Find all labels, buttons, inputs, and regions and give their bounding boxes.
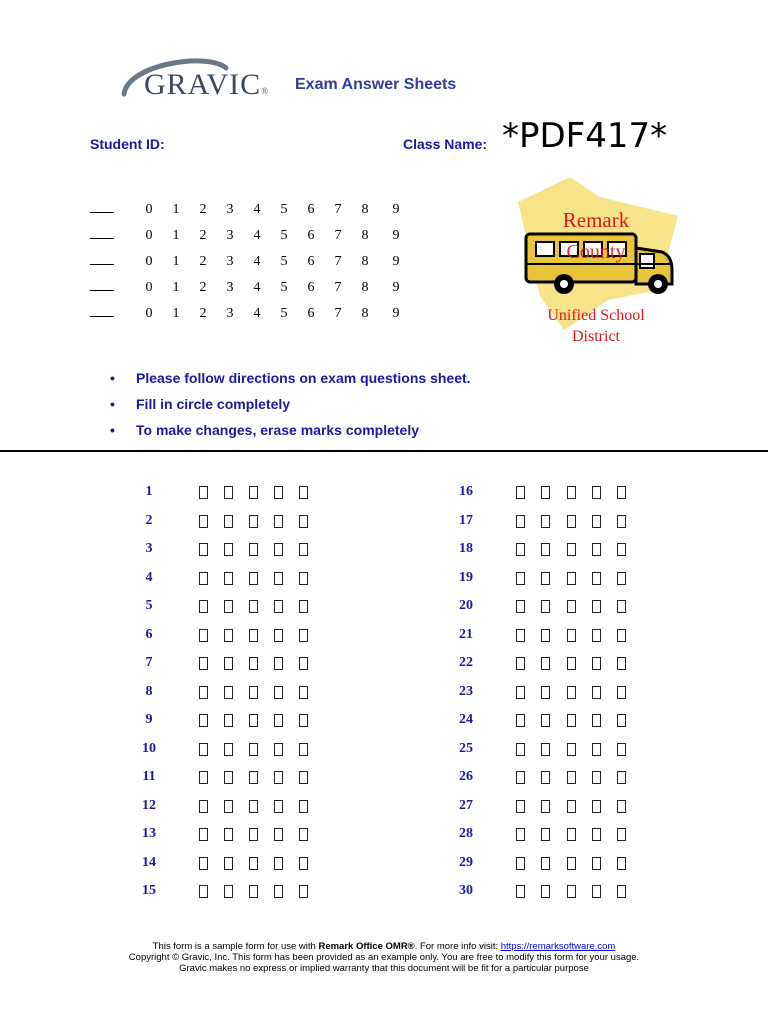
student-id-row (90, 228, 420, 250)
answer-bubble[interactable] (516, 800, 525, 813)
answer-bubble[interactable] (567, 771, 576, 784)
answer-bubble[interactable] (299, 743, 308, 756)
id-digit-option[interactable]: 0 (145, 280, 153, 295)
id-digit-option[interactable]: 8 (361, 280, 369, 295)
school-name-line4: District (572, 328, 620, 345)
id-digit-option[interactable]: 7 (334, 202, 342, 217)
answer-bubble[interactable] (199, 515, 208, 528)
answer-bubble[interactable] (274, 714, 283, 727)
answer-bubble[interactable] (299, 543, 308, 556)
answer-bubble[interactable] (516, 743, 525, 756)
school-name-line1: Remark (562, 208, 630, 232)
answer-bubble[interactable] (199, 486, 208, 499)
id-digit-option[interactable]: 8 (361, 254, 369, 269)
answer-bubble[interactable] (224, 714, 233, 727)
answer-bubble[interactable] (567, 686, 576, 699)
answer-bubble[interactable] (249, 885, 258, 898)
answer-bubble[interactable] (617, 629, 626, 642)
answer-bubble[interactable] (516, 857, 525, 870)
question-number: 11 (142, 769, 156, 784)
question-number: 21 (459, 626, 473, 642)
answer-bubble[interactable] (617, 885, 626, 898)
id-digit-option[interactable]: 6 (307, 254, 315, 269)
id-digit-option[interactable]: 2 (199, 306, 207, 321)
id-digit-option[interactable]: 2 (199, 254, 207, 269)
id-digit-blank[interactable] (90, 264, 114, 265)
answer-bubble[interactable] (592, 857, 601, 870)
answer-bubble[interactable] (224, 885, 233, 898)
answer-bubble[interactable] (224, 572, 233, 585)
question-number: 6 (145, 626, 153, 642)
answer-bubble[interactable] (617, 657, 626, 670)
answer-bubble[interactable] (567, 885, 576, 898)
answer-bubble[interactable] (516, 686, 525, 699)
answer-bubble[interactable] (516, 486, 525, 499)
student-id-row (90, 280, 420, 302)
product-name: Remark Office OMR® (318, 941, 415, 952)
footer-line3: Gravic makes no express or implied warranty that this document will be fit for a particular purpose (179, 963, 589, 974)
answer-bubble[interactable] (617, 686, 626, 699)
answer-bubble[interactable] (199, 800, 208, 813)
id-digit-blank[interactable] (90, 212, 114, 213)
id-digit-option[interactable]: 9 (392, 254, 400, 269)
answer-bubble[interactable] (516, 600, 525, 613)
answer-bubble[interactable] (541, 686, 550, 699)
id-digit-option[interactable]: 4 (253, 228, 261, 243)
id-digit-option[interactable]: 0 (145, 254, 153, 269)
id-digit-option[interactable]: 6 (307, 280, 315, 295)
id-digit-option[interactable]: 2 (199, 280, 207, 295)
answer-bubble[interactable] (224, 515, 233, 528)
question-number: 5 (145, 598, 153, 613)
answer-bubble[interactable] (274, 629, 283, 642)
answer-bubble[interactable] (541, 572, 550, 585)
answer-bubble[interactable] (299, 857, 308, 870)
question-number: 26 (459, 769, 473, 784)
question-number: 7 (145, 655, 153, 670)
id-digit-blank[interactable] (90, 290, 114, 291)
answer-bubble[interactable] (224, 543, 233, 556)
id-digit-option[interactable]: 8 (361, 306, 369, 321)
student-id-row (90, 202, 420, 224)
answer-bubble[interactable] (224, 771, 233, 784)
id-digit-option[interactable]: 0 (145, 306, 153, 321)
id-digit-option[interactable]: 2 (199, 228, 207, 243)
question-number: 9 (145, 712, 153, 727)
answer-bubble[interactable] (617, 800, 626, 813)
id-digit-option[interactable]: 7 (334, 228, 342, 243)
answer-bubble[interactable] (617, 857, 626, 870)
footer-text: This form is a sample form for use with (152, 941, 319, 952)
answer-bubble[interactable] (592, 885, 601, 898)
divider-line (0, 450, 768, 452)
answer-bubble[interactable] (516, 771, 525, 784)
answer-bubble[interactable] (199, 686, 208, 699)
answer-bubble[interactable] (541, 771, 550, 784)
question-number: 20 (459, 598, 473, 613)
answer-bubble[interactable] (249, 572, 258, 585)
id-digit-option[interactable]: 1 (172, 254, 180, 269)
bullet-icon: • (110, 370, 115, 386)
id-digit-option[interactable]: 9 (392, 280, 400, 295)
answer-bubble[interactable] (516, 543, 525, 556)
id-digit-option[interactable]: 7 (334, 280, 342, 295)
question-number: 14 (142, 854, 156, 870)
student-id-row (90, 254, 420, 276)
id-digit-option[interactable]: 3 (226, 228, 234, 243)
answer-bubble[interactable] (617, 600, 626, 613)
id-digit-option[interactable]: 8 (361, 228, 369, 243)
answer-bubble[interactable] (249, 486, 258, 499)
answer-bubble[interactable] (299, 657, 308, 670)
footer-text: . For more info visit: (414, 941, 501, 952)
answer-bubble[interactable] (199, 771, 208, 784)
answer-bubble[interactable] (299, 800, 308, 813)
question-number: 18 (459, 541, 473, 556)
answer-bubble[interactable] (299, 714, 308, 727)
answer-bubble[interactable] (249, 857, 258, 870)
answer-bubble[interactable] (592, 629, 601, 642)
question-number: 17 (459, 512, 473, 528)
answer-bubble[interactable] (224, 743, 233, 756)
answer-bubble[interactable] (592, 771, 601, 784)
answer-bubble[interactable] (274, 828, 283, 841)
id-digit-option[interactable]: 6 (307, 228, 315, 243)
question-number: 30 (459, 883, 473, 898)
answer-bubble[interactable] (592, 572, 601, 585)
answer-bubble[interactable] (592, 600, 601, 613)
id-digit-option[interactable]: 0 (145, 202, 153, 217)
answer-bubble[interactable] (617, 771, 626, 784)
answer-bubble[interactable] (567, 714, 576, 727)
id-digit-option[interactable]: 5 (280, 306, 288, 321)
answer-bubble[interactable] (224, 800, 233, 813)
answer-bubble[interactable] (592, 828, 601, 841)
question-number: 1 (145, 484, 153, 499)
id-digit-option[interactable]: 9 (392, 202, 400, 217)
question-number: 8 (145, 683, 153, 699)
question-number: 10 (142, 740, 156, 756)
id-digit-option[interactable]: 3 (226, 280, 234, 295)
answer-bubble[interactable] (567, 600, 576, 613)
answer-bubble[interactable] (516, 572, 525, 585)
student-id-label: Student ID: (90, 136, 165, 152)
answer-bubble[interactable] (567, 629, 576, 642)
answer-bubble[interactable] (249, 686, 258, 699)
answer-bubble[interactable] (224, 629, 233, 642)
answer-bubble[interactable] (299, 828, 308, 841)
answer-bubble[interactable] (592, 686, 601, 699)
question-number: 28 (459, 826, 473, 841)
answer-bubble[interactable] (199, 885, 208, 898)
footer-line2: Copyright © Gravic, Inc. This form has been provided as an example only. You are free to modify this form for your usage. (128, 952, 640, 963)
id-digit-option[interactable]: 1 (172, 280, 180, 295)
id-digit-option[interactable]: 9 (392, 228, 400, 243)
answer-bubble[interactable] (592, 800, 601, 813)
footer (0, 941, 768, 974)
question-number: 12 (142, 797, 156, 813)
question-number: 22 (459, 655, 473, 670)
answer-bubble[interactable] (274, 771, 283, 784)
question-number: 4 (145, 569, 153, 585)
answer-bubble[interactable] (617, 515, 626, 528)
logo-mark: ® (261, 86, 269, 96)
answer-bubble[interactable] (592, 714, 601, 727)
answer-bubble[interactable] (249, 828, 258, 841)
answer-bubble[interactable] (274, 743, 283, 756)
gravic-logo (144, 68, 269, 102)
answer-bubble[interactable] (274, 543, 283, 556)
bullet-icon: • (110, 422, 115, 438)
answer-bubble[interactable] (516, 629, 525, 642)
id-digit-option[interactable]: 2 (199, 202, 207, 217)
question-number: 2 (145, 512, 153, 528)
answer-bubble[interactable] (592, 657, 601, 670)
answer-bubble[interactable] (274, 657, 283, 670)
question-number: 27 (459, 797, 473, 813)
answer-bubble[interactable] (224, 857, 233, 870)
answer-bubble[interactable] (274, 600, 283, 613)
answer-bubble[interactable] (592, 743, 601, 756)
answer-bubble[interactable] (516, 714, 525, 727)
answer-bubble[interactable] (299, 686, 308, 699)
answer-bubble[interactable] (274, 686, 283, 699)
answer-bubble[interactable] (249, 800, 258, 813)
student-id-row (90, 306, 420, 328)
id-digit-option[interactable]: 3 (226, 202, 234, 217)
answer-bubble[interactable] (274, 515, 283, 528)
answer-bubble[interactable] (224, 828, 233, 841)
answer-bubble[interactable] (274, 800, 283, 813)
id-digit-option[interactable]: 3 (226, 306, 234, 321)
answer-bubble[interactable] (617, 743, 626, 756)
answer-bubble[interactable] (199, 629, 208, 642)
id-digit-option[interactable]: 1 (172, 202, 180, 217)
id-digit-blank[interactable] (90, 316, 114, 317)
answer-bubble[interactable] (299, 771, 308, 784)
answer-bubble[interactable] (617, 572, 626, 585)
answer-bubble[interactable] (274, 486, 283, 499)
answer-bubble[interactable] (516, 885, 525, 898)
id-digit-option[interactable]: 1 (172, 228, 180, 243)
answer-bubble[interactable] (516, 657, 525, 670)
answer-bubble[interactable] (199, 572, 208, 585)
answer-bubble[interactable] (516, 828, 525, 841)
answer-bubble[interactable] (617, 828, 626, 841)
question-number: 13 (142, 826, 156, 841)
answer-bubble[interactable] (199, 714, 208, 727)
answer-bubble[interactable] (224, 686, 233, 699)
id-digit-option[interactable]: 4 (253, 280, 261, 295)
answer-bubble[interactable] (567, 515, 576, 528)
answer-bubble[interactable] (592, 486, 601, 499)
answer-bubble[interactable] (299, 515, 308, 528)
id-digit-option[interactable]: 6 (307, 306, 315, 321)
school-name-line3: Unified School (547, 307, 645, 324)
answer-bubble[interactable] (299, 486, 308, 499)
answer-bubble[interactable] (224, 600, 233, 613)
answer-bubble[interactable] (567, 657, 576, 670)
question-number: 19 (459, 569, 473, 585)
answer-bubble[interactable] (541, 486, 550, 499)
answer-bubble[interactable] (249, 743, 258, 756)
answer-bubble[interactable] (541, 800, 550, 813)
id-digit-option[interactable]: 5 (280, 202, 288, 217)
id-digit-blank[interactable] (90, 238, 114, 239)
answer-bubble[interactable] (299, 629, 308, 642)
answer-bubble[interactable] (541, 515, 550, 528)
answer-bubble[interactable] (199, 857, 208, 870)
answer-bubble[interactable] (274, 572, 283, 585)
id-digit-option[interactable]: 5 (280, 228, 288, 243)
id-digit-option[interactable]: 8 (361, 202, 369, 217)
answer-bubble[interactable] (541, 857, 550, 870)
question-number: 16 (459, 484, 473, 499)
question-number: 15 (142, 883, 156, 898)
answer-bubble[interactable] (199, 743, 208, 756)
answer-bubble[interactable] (249, 515, 258, 528)
instruction-text: To make changes, erase marks completely (136, 422, 419, 438)
class-name-label: Class Name: (403, 136, 488, 152)
answer-bubble[interactable] (224, 657, 233, 670)
answer-bubble[interactable] (541, 543, 550, 556)
answer-bubble[interactable] (274, 857, 283, 870)
answer-bubble[interactable] (567, 572, 576, 585)
answer-bubble[interactable] (199, 600, 208, 613)
answer-bubble[interactable] (541, 714, 550, 727)
answer-bubble[interactable] (592, 515, 601, 528)
pdf417-barcode-field: *PDF417* (502, 116, 668, 156)
answer-bubble[interactable] (274, 885, 283, 898)
answer-bubble[interactable] (567, 743, 576, 756)
id-digit-option[interactable]: 7 (334, 306, 342, 321)
answer-bubble[interactable] (567, 828, 576, 841)
footer-line1 (0, 941, 768, 952)
answer-bubble[interactable] (567, 543, 576, 556)
answer-bubble[interactable] (541, 743, 550, 756)
answer-bubble[interactable] (567, 800, 576, 813)
question-number: 29 (459, 854, 473, 870)
answer-bubble[interactable] (567, 486, 576, 499)
id-digit-option[interactable]: 0 (145, 228, 153, 243)
question-number: 3 (145, 541, 153, 556)
answer-bubble[interactable] (199, 828, 208, 841)
id-digit-option[interactable]: 5 (280, 254, 288, 269)
answer-bubble[interactable] (617, 543, 626, 556)
answer-bubble[interactable] (249, 629, 258, 642)
answer-bubble[interactable] (199, 657, 208, 670)
answer-bubble[interactable] (299, 600, 308, 613)
id-digit-option[interactable]: 4 (253, 254, 261, 269)
document-title: Exam Answer Sheets (295, 76, 457, 93)
answer-bubble[interactable] (249, 543, 258, 556)
id-digit-option[interactable]: 3 (226, 254, 234, 269)
answer-bubble[interactable] (541, 657, 550, 670)
id-digit-option[interactable]: 1 (172, 306, 180, 321)
answer-bubble[interactable] (249, 771, 258, 784)
answer-bubble[interactable] (299, 572, 308, 585)
bullet-icon: • (110, 396, 115, 412)
answer-bubble[interactable] (249, 714, 258, 727)
answer-bubble[interactable] (541, 629, 550, 642)
answer-bubble[interactable] (567, 857, 576, 870)
id-digit-option[interactable]: 4 (253, 202, 261, 217)
id-digit-option[interactable]: 5 (280, 280, 288, 295)
id-digit-option[interactable]: 4 (253, 306, 261, 321)
question-number: 23 (459, 683, 473, 699)
question-number: 24 (459, 712, 473, 727)
logo-text: GRAVIC (144, 68, 262, 101)
answer-bubble[interactable] (249, 600, 258, 613)
answer-bubble[interactable] (617, 714, 626, 727)
id-digit-option[interactable]: 9 (392, 306, 400, 321)
answer-bubble[interactable] (299, 885, 308, 898)
question-number: 25 (459, 740, 473, 756)
instruction-text: Please follow directions on exam questions sheet. (136, 370, 471, 386)
answer-bubble[interactable] (541, 885, 550, 898)
instruction-text: Fill in circle completely (136, 396, 291, 412)
answer-bubble[interactable] (249, 657, 258, 670)
answer-bubble[interactable] (541, 828, 550, 841)
answer-bubble[interactable] (617, 486, 626, 499)
answer-bubble[interactable] (541, 600, 550, 613)
school-name-line2: County (566, 241, 626, 263)
answer-bubble[interactable] (592, 543, 601, 556)
id-digit-option[interactable]: 6 (307, 202, 315, 217)
answer-bubble[interactable] (199, 543, 208, 556)
answer-bubble[interactable] (516, 515, 525, 528)
remark-software-link[interactable]: https://remarksoftware.com (500, 941, 616, 952)
id-digit-option[interactable]: 7 (334, 254, 342, 269)
answer-bubble[interactable] (224, 486, 233, 499)
